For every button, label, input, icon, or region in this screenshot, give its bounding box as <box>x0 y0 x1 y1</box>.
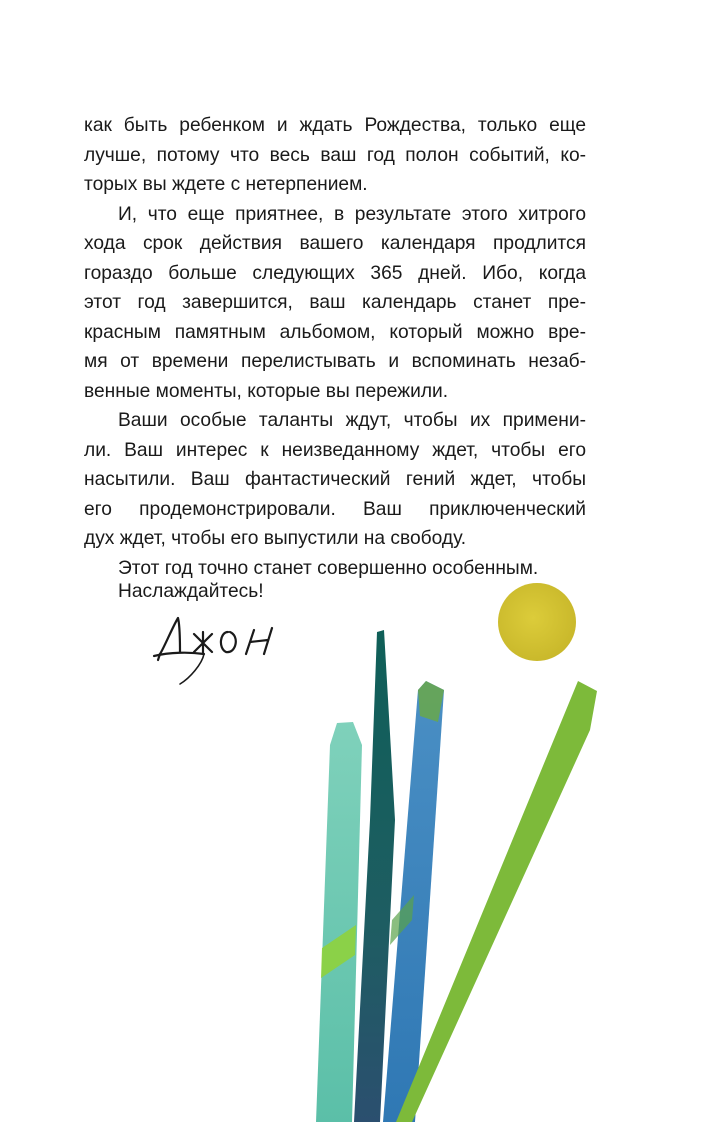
text-line-11: Ваши особые таланты ждут, чтобы их примени- <box>118 410 586 431</box>
text-line-12: ли. Ваш интерес к неизведанному ждет, чтобы его <box>84 439 586 461</box>
text-line-10: венные моменты, которые вы пережили. <box>84 380 449 402</box>
text-line-16: Этот год точно станет совершенно особенным. <box>118 557 539 579</box>
closing-greeting: Наслаждайтесь! <box>118 581 264 602</box>
text-line-3: торых вы ждете с нетерпением. <box>84 174 368 195</box>
dark-teal-stem <box>354 630 395 1122</box>
text-line-13: насытили. Ваш фантастический гений ждет, чтобы <box>84 469 586 490</box>
text-line-5: хода срок действия вашего календаря продлится <box>84 233 586 254</box>
sun-circle <box>498 583 576 661</box>
text-line-9: мя от времени перелистывать и вспоминать незаб- <box>84 351 586 372</box>
text-line-2: лучше, потому что весь ваш год полон событий, ко- <box>84 144 586 166</box>
text-line-7: этот год завершится, ваш календарь станет пре- <box>84 292 586 313</box>
text-line-1: как быть ребенком и ждать Рождества, только еще <box>84 115 586 136</box>
aqua-stem <box>316 722 362 1122</box>
text-line-14: его продемонстрировали. Ваш приключенческий <box>84 498 586 520</box>
text-line-15: дух ждет, чтобы его выпустили на свободу. <box>84 528 467 549</box>
text-line-6: гораздо больше следующих 365 дней. Ибо, когда <box>84 262 586 284</box>
text-line-4: И, что еще приятнее, в результате этого хитрого <box>118 203 586 225</box>
text-line-8: красным памятным альбомом, который можно вре- <box>84 321 586 343</box>
